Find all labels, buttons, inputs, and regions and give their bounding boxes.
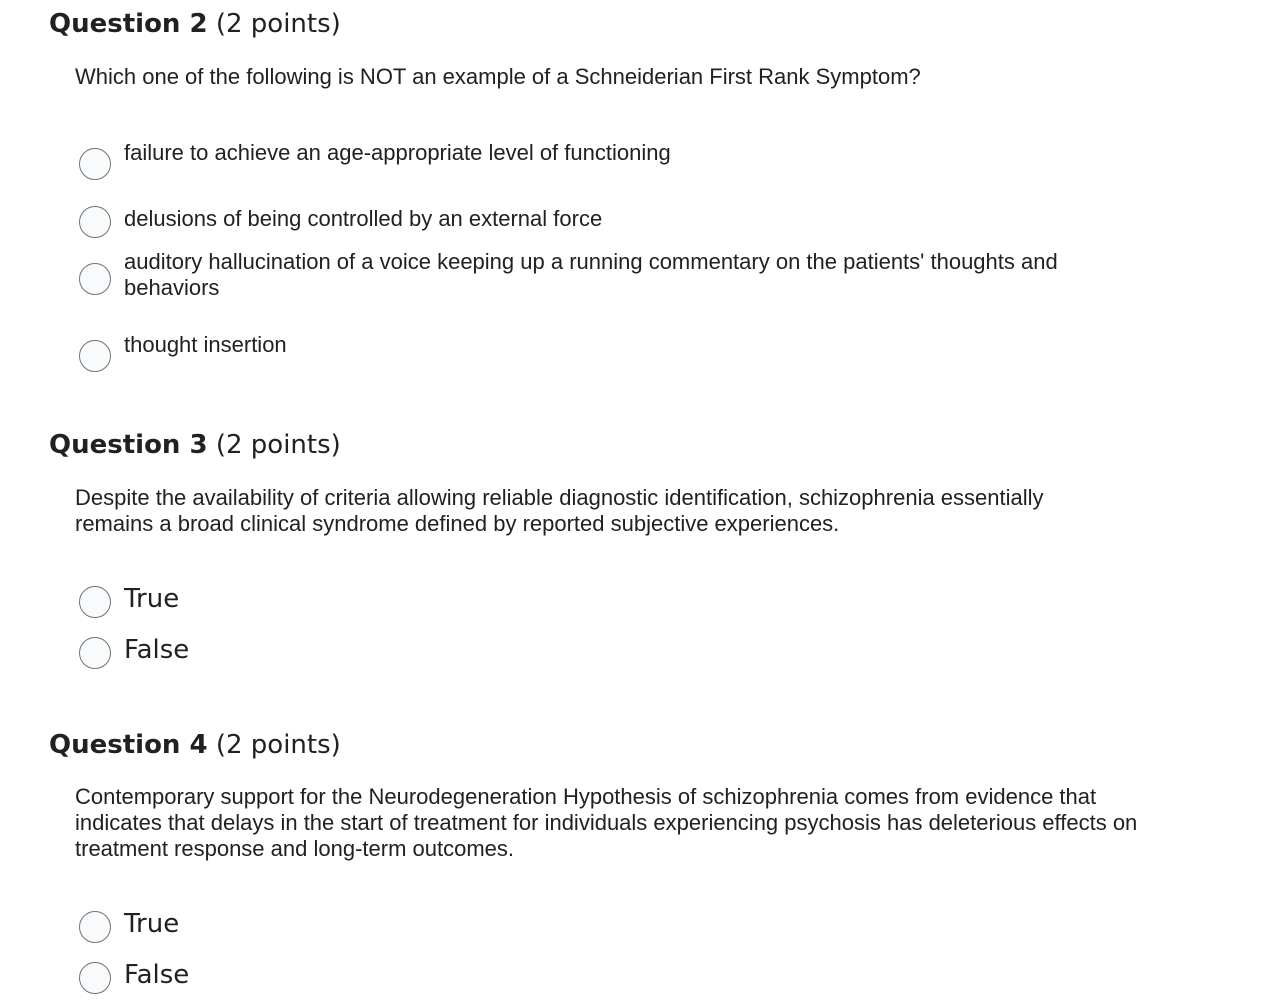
- question-points: (2 points): [215, 9, 341, 39]
- option-label: True: [124, 909, 180, 939]
- question-label: Question 2: [49, 9, 208, 39]
- question-4-text: Contemporary support for the Neurodegeneration Hypothesis of schizophrenia comes from evidence that indicates that delays in the start of treatment for individuals experiencing psychosis has deleterious effects on treatment response and long-term outcomes.: [75, 784, 1138, 861]
- option-label: True: [124, 584, 180, 614]
- question-2-title: [49, 8, 341, 40]
- option-label: delusions of being controlled by an external force: [124, 206, 603, 231]
- question-label: Question 3: [49, 430, 208, 460]
- option-label: thought insertion: [124, 332, 287, 357]
- radio-button[interactable]: [79, 263, 111, 295]
- radio-button[interactable]: [79, 586, 111, 618]
- question-points: (2 points): [215, 730, 341, 760]
- option-label: False: [124, 635, 190, 665]
- question-2-text: Which one of the following is NOT an example of a Schneiderian First Rank Symptom?: [75, 64, 921, 89]
- question-3-text: Despite the availability of criteria allowing reliable diagnostic identification, schizophrenia essentially remains a broad clinical syndrome defined by reported subjective experiences.: [75, 485, 1044, 536]
- question-3-title: [49, 429, 341, 461]
- radio-button[interactable]: [79, 340, 111, 372]
- option-label: False: [124, 960, 190, 990]
- radio-button[interactable]: [79, 911, 111, 943]
- radio-button[interactable]: [79, 148, 111, 180]
- option-label: auditory hallucination of a voice keeping up a running commentary on the patients' thoughts and behaviors: [124, 249, 1058, 300]
- question-label: Question 4: [49, 730, 208, 760]
- question-points: (2 points): [215, 430, 341, 460]
- radio-button[interactable]: [79, 962, 111, 994]
- question-4-title: [49, 729, 341, 761]
- option-label: failure to achieve an age-appropriate level of functioning: [124, 140, 671, 165]
- radio-button[interactable]: [79, 637, 111, 669]
- radio-button[interactable]: [79, 206, 111, 238]
